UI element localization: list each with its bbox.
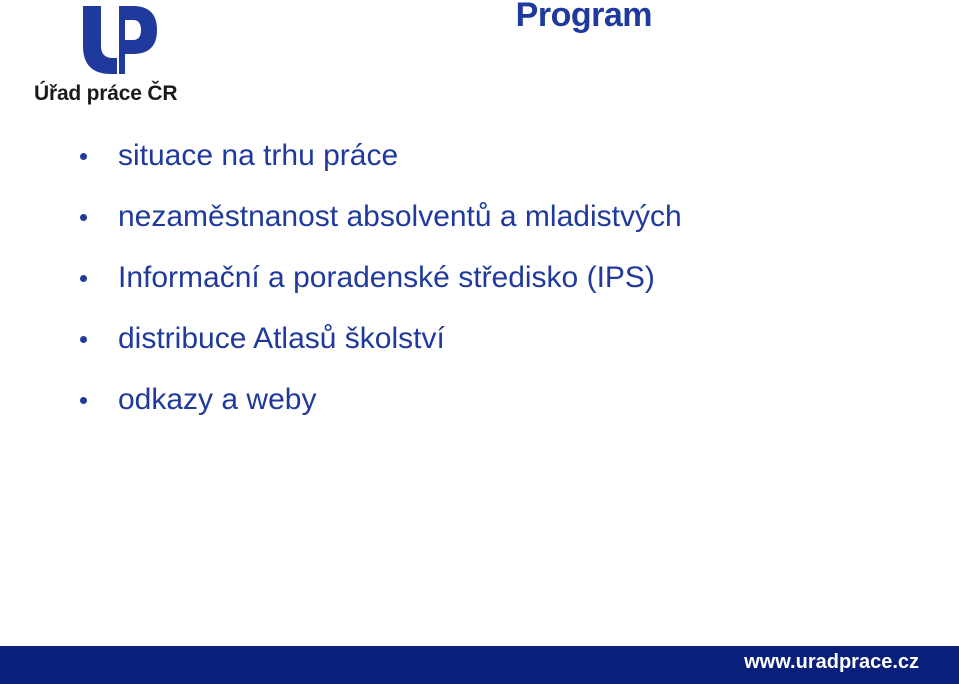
- footer-bar: [0, 646, 959, 684]
- list-item-text: odkazy a weby: [118, 383, 317, 416]
- bullet-dot-icon: [80, 275, 87, 282]
- list-item-text: Informační a poradenské středisko (IPS): [118, 261, 655, 294]
- page-title: Program: [515, 0, 652, 34]
- footer-url-link[interactable]: www.uradprace.cz: [744, 651, 919, 673]
- bullet-list: [80, 133, 682, 438]
- list-item: [80, 316, 682, 377]
- list-item: [80, 377, 682, 438]
- up-logo-icon: [81, 0, 159, 78]
- list-item: [80, 194, 682, 255]
- list-item-text: distribuce Atlasů školství: [118, 322, 445, 355]
- organization-logo: [34, 0, 194, 110]
- list-item: [80, 255, 682, 316]
- bullet-dot-icon: [80, 397, 87, 404]
- bullet-dot-icon: [80, 214, 87, 221]
- list-item: [80, 133, 682, 194]
- list-item-text: nezaměstnanost absolventů a mladistvých: [118, 200, 682, 233]
- bullet-dot-icon: [80, 153, 87, 160]
- bullet-dot-icon: [80, 336, 87, 343]
- list-item-text: situace na trhu práce: [118, 139, 399, 172]
- logo-text: Úřad práce ČR: [34, 82, 178, 105]
